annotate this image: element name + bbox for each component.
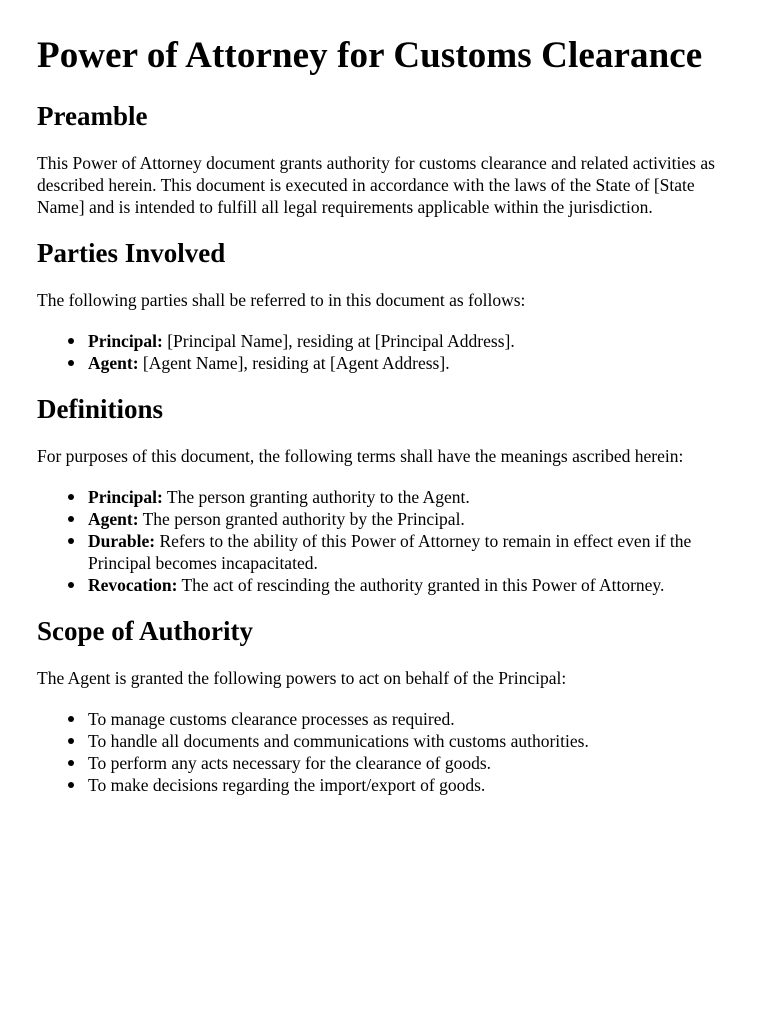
- term-text: Refers to the ability of this Power of Attorney to remain in effect even if the Principal becomes incapacitated.: [88, 531, 692, 573]
- term-text: The person granting authority to the Agent.: [162, 487, 470, 507]
- term-label: Principal:: [88, 487, 163, 507]
- term-label: Agent:: [88, 509, 139, 529]
- term-label: Principal:: [88, 331, 163, 351]
- definitions-heading: Definitions: [37, 394, 164, 424]
- parties-section: [37, 237, 734, 374]
- list-item: To perform any acts necessary for the clearance of goods.: [88, 752, 734, 774]
- document-title: Power of Attorney for Customs Clearance: [37, 35, 703, 76]
- scope-intro: The Agent is granted the following powers to act on behalf of the Principal:: [37, 668, 567, 688]
- term-text: The person granted authority by the Principal.: [138, 509, 465, 529]
- list-item: [88, 330, 734, 352]
- definitions-intro: For purposes of this document, the following terms shall have the meanings ascribed herein:: [37, 446, 684, 466]
- preamble-text: This Power of Attorney document grants authority for customs clearance and related activities as described herein. This document is executed in accordance with the laws of the State of [State Name] and is intended to fulfill all legal requirements applicable within the jurisdiction.: [37, 153, 715, 217]
- term-label: Agent:: [88, 353, 139, 373]
- parties-list: [37, 330, 734, 374]
- list-item: [88, 530, 734, 574]
- scope-heading: Scope of Authority: [37, 616, 253, 646]
- term-label: Durable:: [88, 531, 156, 551]
- parties-heading: Parties Involved: [37, 238, 226, 268]
- definitions-list: [37, 486, 734, 596]
- list-item: [88, 508, 734, 530]
- preamble-heading: Preamble: [37, 101, 148, 131]
- term-text: The act of rescinding the authority granted in this Power of Attorney.: [177, 575, 665, 595]
- list-item: To handle all documents and communications with customs authorities.: [88, 730, 734, 752]
- list-item: To make decisions regarding the import/export of goods.: [88, 774, 734, 796]
- list-item: [88, 352, 734, 374]
- term-text: [Principal Name], residing at [Principal Address].: [162, 331, 515, 351]
- scope-section: [37, 615, 734, 796]
- list-item: [88, 574, 734, 596]
- list-item: [88, 486, 734, 508]
- preamble-section: [37, 100, 734, 218]
- list-item: To manage customs clearance processes as required.: [88, 708, 734, 730]
- definitions-section: [37, 393, 734, 596]
- term-label: Revocation:: [88, 575, 178, 595]
- parties-intro: The following parties shall be referred to in this document as follows:: [37, 290, 526, 310]
- scope-list: [37, 708, 734, 796]
- term-text: [Agent Name], residing at [Agent Address].: [138, 353, 450, 373]
